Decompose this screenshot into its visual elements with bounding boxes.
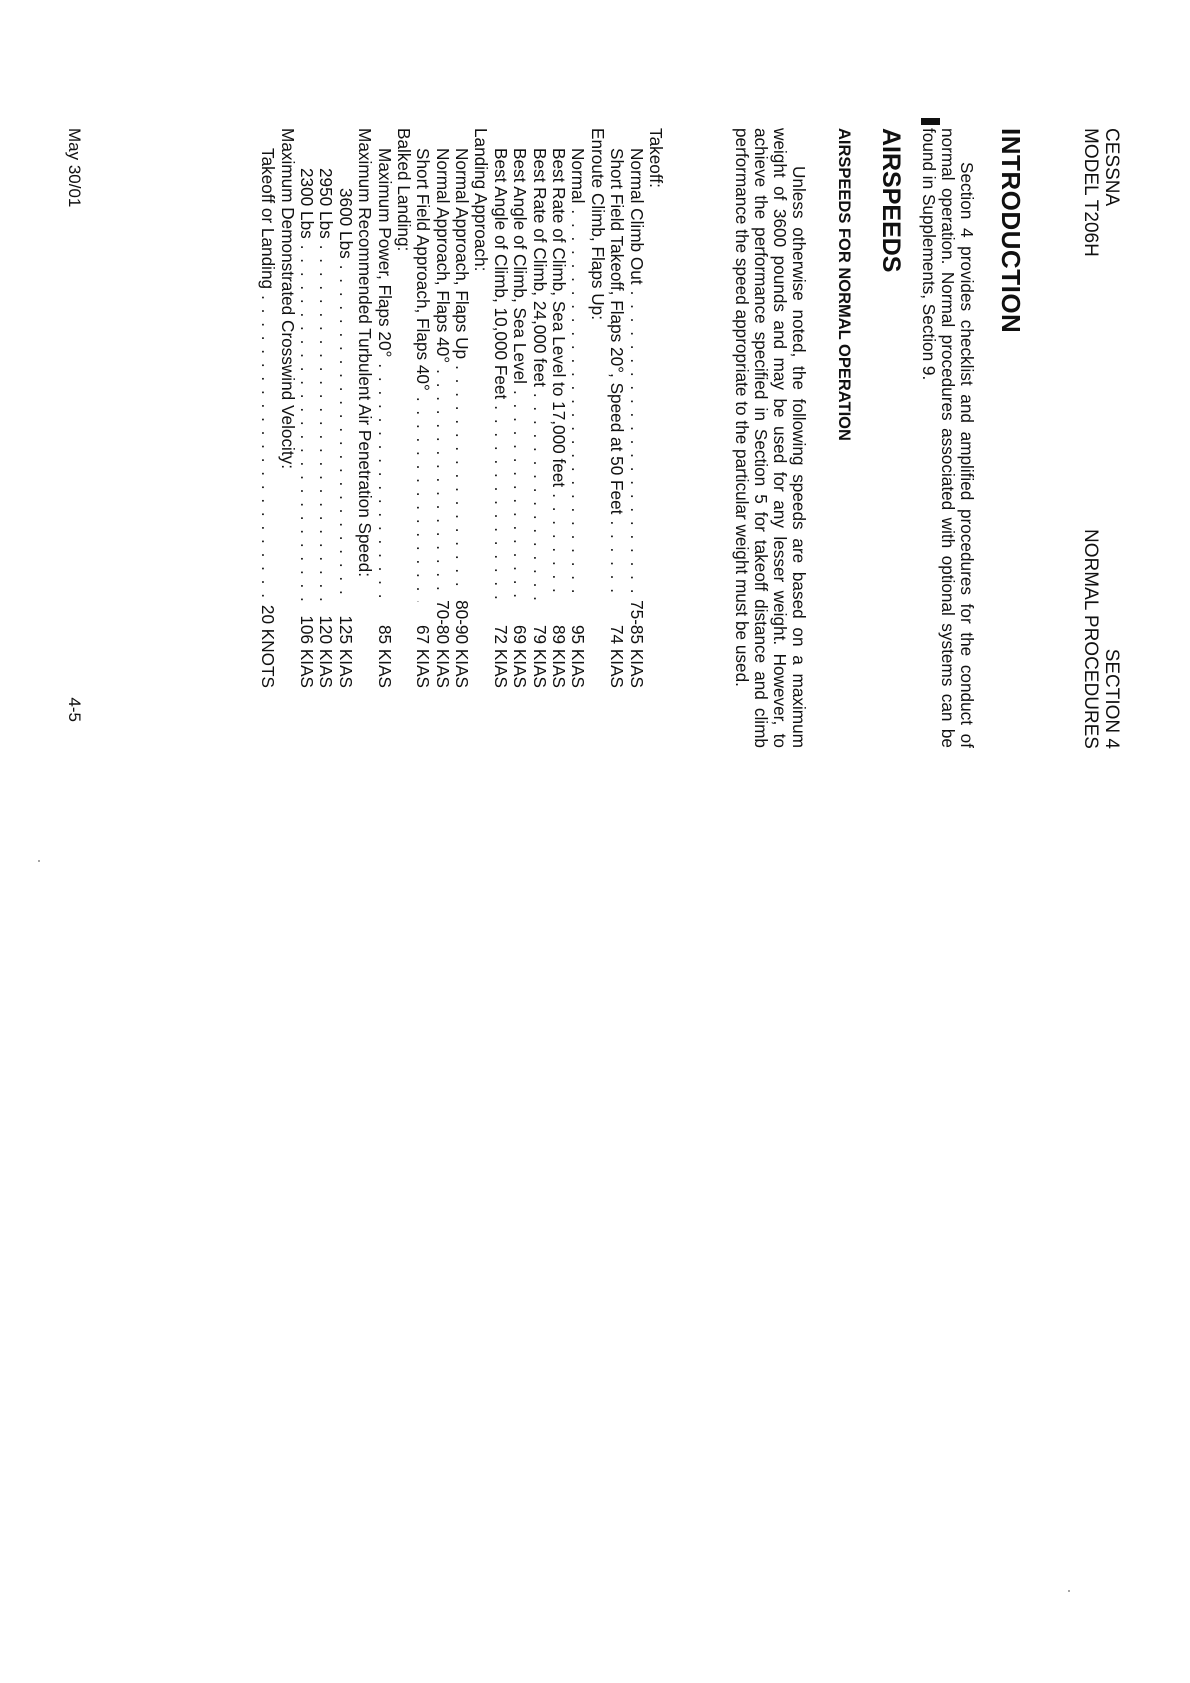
introduction-heading: INTRODUCTION — [996, 128, 1026, 334]
speed-label: Normal — [568, 148, 589, 204]
speed-category — [646, 128, 665, 688]
speed-label: Normal Climb Out — [626, 148, 647, 285]
speed-value: 74 KIAS — [607, 624, 628, 688]
dot-leader — [335, 265, 354, 602]
speed-label: Best Rate of Climb, 24,000 feet — [529, 148, 550, 387]
scan-speck — [38, 860, 40, 862]
speed-label: Takeoff: — [646, 128, 666, 188]
header-right — [1080, 502, 1122, 749]
speed-category — [394, 128, 413, 688]
speed-row — [316, 128, 335, 688]
dot-leader — [529, 393, 548, 602]
speed-value: 72 KIAS — [490, 624, 511, 688]
speed-label: Best Rate of Climb, Sea Level to 17,000 feet — [549, 148, 570, 488]
introduction-paragraph — [919, 128, 976, 748]
speed-row — [490, 128, 509, 688]
dot-leader — [432, 369, 451, 594]
speed-label: Best Angle of Climb, 10,000 Feet — [490, 148, 511, 400]
page-number: 4-5 — [65, 697, 84, 722]
airspeeds-text: Unless otherwise noted, the following speeds are based on a maximum weight of 3600 pounds and may be used for any lesser weight. However, to achieve the performance specified in Section 5 for takeoff distance and climb performance the speed appropriate to the particular weight must be used. — [732, 128, 809, 748]
speed-row — [432, 128, 451, 688]
speed-row — [258, 128, 277, 688]
speed-category — [587, 128, 606, 688]
speed-value: 85 KIAS — [374, 624, 395, 688]
speed-category — [355, 128, 374, 688]
speed-row — [529, 128, 548, 688]
header-left — [1080, 128, 1122, 257]
speed-row — [374, 128, 393, 688]
speed-row — [607, 128, 626, 688]
speed-row — [297, 128, 316, 688]
dot-leader — [626, 291, 645, 595]
dot-leader — [297, 245, 316, 602]
speed-label: Normal Approach, Flaps Up — [452, 148, 473, 360]
speed-label: Landing Approach: — [471, 128, 492, 272]
speed-value: 75-85 KIAS — [626, 600, 647, 688]
airspeed-table — [258, 128, 665, 688]
speed-row — [335, 128, 354, 688]
speed-label: Maximum Power, Flaps 20° — [374, 148, 395, 358]
dot-leader — [452, 365, 471, 594]
speed-label: Takeoff or Landing — [258, 148, 279, 290]
dot-leader — [258, 295, 277, 599]
manufacturer-label: CESSNA — [1101, 128, 1122, 207]
speed-label: 2300 Lbs — [296, 168, 317, 239]
speed-category — [471, 128, 490, 688]
speed-label: Short Field Approach, Flaps 40° — [413, 148, 434, 391]
dot-leader — [510, 390, 529, 602]
speed-category — [277, 128, 296, 688]
dot-leader — [413, 397, 432, 602]
speed-value: 125 KIAS — [335, 615, 356, 688]
model-label: MODEL T206H — [1080, 128, 1101, 257]
speed-value: 67 KIAS — [413, 624, 434, 688]
speed-label: Enroute Climb, Flaps Up: — [587, 128, 608, 320]
speed-value: 80-90 KIAS — [452, 600, 473, 688]
speed-row — [549, 128, 568, 688]
speed-row — [413, 128, 432, 688]
speed-value: 70-80 KIAS — [432, 600, 453, 688]
introduction-text: Section 4 provides checklist and amplified procedures for the conduct of normal operation. Normal procedures associated with optional systems can be found in Supplements, Section 9. — [919, 128, 977, 748]
dot-leader — [549, 493, 568, 602]
dot-leader — [374, 363, 393, 602]
speed-row — [452, 128, 471, 688]
speed-label: Best Angle of Climb, Sea Level — [510, 148, 531, 384]
speed-label: Normal Approach, Flaps 40° — [432, 148, 453, 364]
dot-leader — [568, 209, 587, 602]
speed-row — [568, 128, 587, 688]
speed-value: 79 KIAS — [529, 624, 550, 688]
section-title: NORMAL PROCEDURES — [1080, 529, 1101, 749]
speed-row — [626, 128, 645, 688]
speed-label: 3600 Lbs — [335, 188, 356, 259]
speed-row — [510, 128, 529, 688]
speed-label: Maximum Demonstrated Crosswind Velocity: — [277, 128, 298, 469]
section-label: SECTION 4 — [1101, 648, 1122, 749]
speed-label: 2950 Lbs — [316, 168, 337, 239]
airspeeds-subheading: AIRSPEEDS FOR NORMAL OPERATION — [835, 128, 853, 441]
speed-value: 95 KIAS — [568, 624, 589, 688]
speed-value: 89 KIAS — [549, 624, 570, 688]
speed-value: 20 KNOTS — [258, 604, 279, 688]
revision-change-bar — [921, 118, 940, 125]
speed-label: Short Field Takeoff, Flaps 20°, Speed at 50 Feet — [607, 148, 628, 515]
scan-speck — [1068, 1590, 1070, 1592]
speed-value: 120 KIAS — [316, 615, 337, 688]
revision-date: May 30/01 — [65, 128, 84, 208]
speed-value: 106 KIAS — [296, 615, 317, 688]
speed-label: Maximum Recommended Turbulent Air Penetration Speed: — [355, 128, 376, 578]
airspeeds-heading: AIRSPEEDS — [877, 128, 905, 273]
dot-leader — [490, 405, 509, 602]
airspeeds-paragraph — [732, 128, 808, 748]
dot-leader — [316, 245, 335, 602]
speed-label: Balked Landing: — [393, 128, 414, 252]
dot-leader — [607, 520, 626, 602]
speed-value: 69 KIAS — [510, 624, 531, 688]
